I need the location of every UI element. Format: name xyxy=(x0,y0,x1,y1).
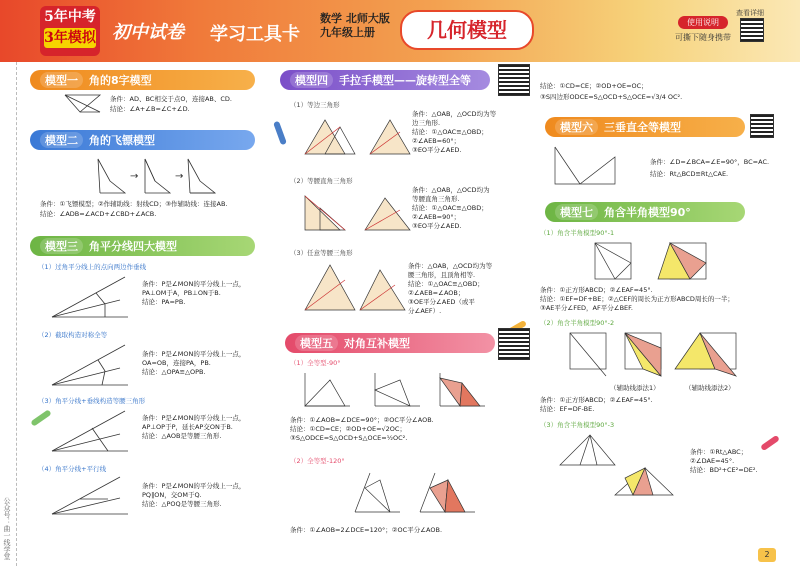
model5-cond2: 条件：①∠AOB=2∠DCE=120°；②OC平分∠AOB. xyxy=(290,526,443,534)
cut-line-sidebar xyxy=(0,62,17,566)
line: PA⊥OM于A，PB⊥ON于B. xyxy=(142,289,221,297)
line: 边三角形. xyxy=(412,119,441,127)
model5-cond1 xyxy=(290,416,434,443)
model3-header xyxy=(30,236,255,256)
pencil-icon xyxy=(30,409,51,427)
line: 条件：①正方形ABCD；②∠EAF=45°. xyxy=(540,396,653,404)
model7-cond1 xyxy=(540,286,734,313)
model5-header xyxy=(285,333,495,353)
line: 等腰直角三角形. xyxy=(412,195,460,203)
model3-name: 角平分线四大模型 xyxy=(89,240,177,253)
sidebar-text: 公众号：曲一线学堂 xyxy=(3,497,11,560)
model3-sub4: （4）角平分线+平行线 xyxy=(38,465,107,473)
model2-figures xyxy=(90,155,230,197)
model4-title: 模型四 xyxy=(290,72,333,88)
model3-cond3 xyxy=(142,414,245,441)
model4-figure3 xyxy=(300,260,410,318)
model2-name: 角的飞镖模型 xyxy=(89,134,155,147)
model2-conclusion: 结论：∠ADB=∠ACD+∠CBD+∠ACB. xyxy=(40,210,157,218)
svg-text:→: → xyxy=(175,171,184,182)
usage-box xyxy=(672,16,734,52)
brand-bottom: 3年模拟 xyxy=(44,30,96,46)
model3-sub1: （1）过角平分线上的点向两边作垂线 xyxy=(38,263,147,271)
model7-figure2 xyxy=(565,328,745,382)
line: OA=OB，连接PA，PB. xyxy=(142,359,211,367)
line: 结论：①EF=DF+BE；②△CEF的周长为正方形ABCD周长的一半； xyxy=(540,295,734,303)
model7-sub2: （2）角含半角模型90°-2 xyxy=(540,319,615,327)
line: 结论：PA=PB. xyxy=(142,298,186,306)
line: 条件：①∠AOB=∠DCE=90°；②OC平分∠AOB. xyxy=(290,416,434,424)
model5-title: 模型五 xyxy=(295,335,338,351)
model4-cond1 xyxy=(412,110,496,155)
line: 条件：P是∠MON的平分线上一点， xyxy=(142,280,246,288)
model6-header xyxy=(545,117,745,137)
model7-header xyxy=(545,202,745,222)
line: ②∠AEB=60°； xyxy=(412,137,461,145)
model6-condition: 条件：∠D=∠BCA=∠E=90°，BC=AC. xyxy=(650,158,770,166)
line: ③EO平分∠AED. xyxy=(412,222,462,230)
line: 结论：①CD=CE；②OD+OE=√2OC； xyxy=(290,425,406,433)
subject: 数学 北师大版 xyxy=(320,12,390,25)
model2-header xyxy=(30,130,255,150)
qr-code-icon[interactable] xyxy=(740,18,764,42)
model1-title: 模型一 xyxy=(40,72,83,88)
model7-cond2 xyxy=(540,396,653,414)
usage-label: 使用说明 xyxy=(678,16,728,29)
model1-conclusion: 结论：∠A+∠B=∠C+∠D. xyxy=(110,105,190,113)
model5-cont-l1: 结论：①CD=CE；②OD+OE=OC； xyxy=(540,82,648,90)
line: 条件：△OAB，△OCD均为等 xyxy=(412,110,497,118)
line: 条件：P是∠MON的平分线上一点， xyxy=(142,414,246,422)
page-number: 2 xyxy=(758,548,776,562)
model7-title: 模型七 xyxy=(555,204,598,220)
model4-header xyxy=(280,70,490,90)
model5-figure2 xyxy=(350,468,480,518)
line: 分∠AEF）. xyxy=(408,307,442,315)
line: ②∠AEB=90°； xyxy=(412,213,461,221)
svg-text:→: → xyxy=(130,171,139,182)
model6-name: 三垂直全等模型 xyxy=(604,121,681,134)
model3-figure4 xyxy=(50,474,130,519)
model3-figure2 xyxy=(50,340,130,390)
model4-sub1: （1）等边三角形 xyxy=(290,101,340,109)
model6-figure xyxy=(550,142,625,190)
model1-name: 角的8字模型 xyxy=(89,74,152,87)
model7-cond3 xyxy=(690,448,758,475)
card-title: 学习工具卡 xyxy=(210,24,300,45)
model3-cond4 xyxy=(142,482,245,509)
model3-sub3: （3）角平分线+垂线构造等腰三角形 xyxy=(38,397,146,405)
model5-cont-l2: ③S四边形ODCE=S△OCD+S△OCE=√3/4 OC². xyxy=(540,93,683,101)
line: 结论：BD²+CE²=DE². xyxy=(690,466,758,474)
line: 条件：△OAB，△OCD均为等 xyxy=(408,262,493,270)
line: ③OE平分∠AED（或平 xyxy=(408,298,475,306)
model1-figure xyxy=(60,92,105,114)
model3-figure3 xyxy=(50,406,130,456)
model1-condition: 条件：AD、BC相交于点O，连接AB、CD. xyxy=(110,95,232,103)
line: 结论：①△OAC≌△OBD； xyxy=(412,204,488,212)
qr-code-icon[interactable] xyxy=(750,114,774,138)
subject-info xyxy=(320,12,390,40)
model3-cond1 xyxy=(142,280,245,307)
model2-title: 模型二 xyxy=(40,132,83,148)
model4-name: 手拉手模型——旋转型全等 xyxy=(339,74,471,87)
line: 结论：△AOB是等腰三角形. xyxy=(142,432,222,440)
model5-sub2: （2）全等型-120° xyxy=(290,457,345,465)
pencil-icon xyxy=(760,435,780,451)
model7-caption2: （辅助线添法2） xyxy=(685,384,735,392)
model7-caption1: （辅助线添法1） xyxy=(610,384,660,392)
line: 结论：EF=DF-BE. xyxy=(540,405,595,413)
line: 条件：P是∠MON的平分线上一点， xyxy=(142,350,246,358)
model7-sub3: （3）角含半角模型90°-3 xyxy=(540,421,615,429)
compass-icon xyxy=(273,121,287,146)
line: ②∠AEB=∠AOB； xyxy=(408,289,465,297)
model3-figure1 xyxy=(50,272,130,322)
line: ③EO平分∠AED. xyxy=(412,146,462,154)
brand-top: 5年中考 xyxy=(44,9,96,25)
line: ②∠DAE=45°. xyxy=(690,457,735,465)
model5-figure1 xyxy=(300,368,490,412)
model1-header xyxy=(30,70,255,90)
line: 结论：△POQ是等腰三角形. xyxy=(142,500,222,508)
qr-label: 查看详细 xyxy=(736,9,764,17)
model6-conclusion: 结论：Rt△BCD≌Rt△CAE. xyxy=(650,170,729,178)
model3-sub2: （2）截取构造对称全等 xyxy=(38,331,108,339)
model4-figure1 xyxy=(300,112,420,160)
line: 结论：△OPA≌△OPB. xyxy=(142,368,206,376)
line: PQ∥ON，交OM于Q. xyxy=(142,491,202,499)
grade: 九年级上册 xyxy=(320,26,375,39)
model4-figure2 xyxy=(300,188,420,236)
line: ③S△ODCE=S△OCD+S△OCE=½OC². xyxy=(290,434,408,442)
line: 条件：①Rt△ABC； xyxy=(690,448,748,456)
model3-title: 模型三 xyxy=(40,238,83,254)
model7-name: 角含半角模型90° xyxy=(604,206,691,219)
line: 条件：△OAB，△OCD均为 xyxy=(412,186,490,194)
model6-title: 模型六 xyxy=(555,119,598,135)
model3-cond2 xyxy=(142,350,245,377)
model7-figure3 xyxy=(555,430,675,500)
model4-sub2: （2）等腰直角三角形 xyxy=(290,177,353,185)
topic-title: 几何模型 xyxy=(400,10,534,50)
qr-code-icon[interactable] xyxy=(498,328,530,360)
line: ③AE平分∠FED，AF平分∠BEF. xyxy=(540,304,633,312)
model4-sub3: （3）任意等腰三角形 xyxy=(290,249,353,257)
model5-sub1: （1）全等型-90° xyxy=(290,359,341,367)
model4-cond2 xyxy=(412,186,490,231)
model2-condition: 条件：①飞镖模型；②作辅助线：射线CD；③作辅助线：连接AB. xyxy=(40,200,228,208)
brand-logo xyxy=(40,6,100,56)
line: AP⊥OP于P，延长AP交ON于B. xyxy=(142,423,233,431)
line: 结论：①△OAC≌△OBD； xyxy=(408,280,484,288)
series-title: 初中试卷 xyxy=(112,22,184,43)
model7-figure1 xyxy=(590,238,720,284)
model5-name: 对角互补模型 xyxy=(344,337,410,350)
model7-sub1: （1）角含半角模型90°-1 xyxy=(540,229,615,237)
line: 结论：①△OAC≌△OBD； xyxy=(412,128,488,136)
usage-sub: 可撕下随身携带 xyxy=(675,33,731,42)
model4-cond3 xyxy=(408,262,492,316)
line: 条件：P是∠MON的平分线上一点， xyxy=(142,482,246,490)
line: 腰三角形，且顶角相等. xyxy=(408,271,476,279)
qr-code-icon[interactable] xyxy=(498,64,530,96)
line: 条件：①正方形ABCD；②∠EAF=45°. xyxy=(540,286,653,294)
